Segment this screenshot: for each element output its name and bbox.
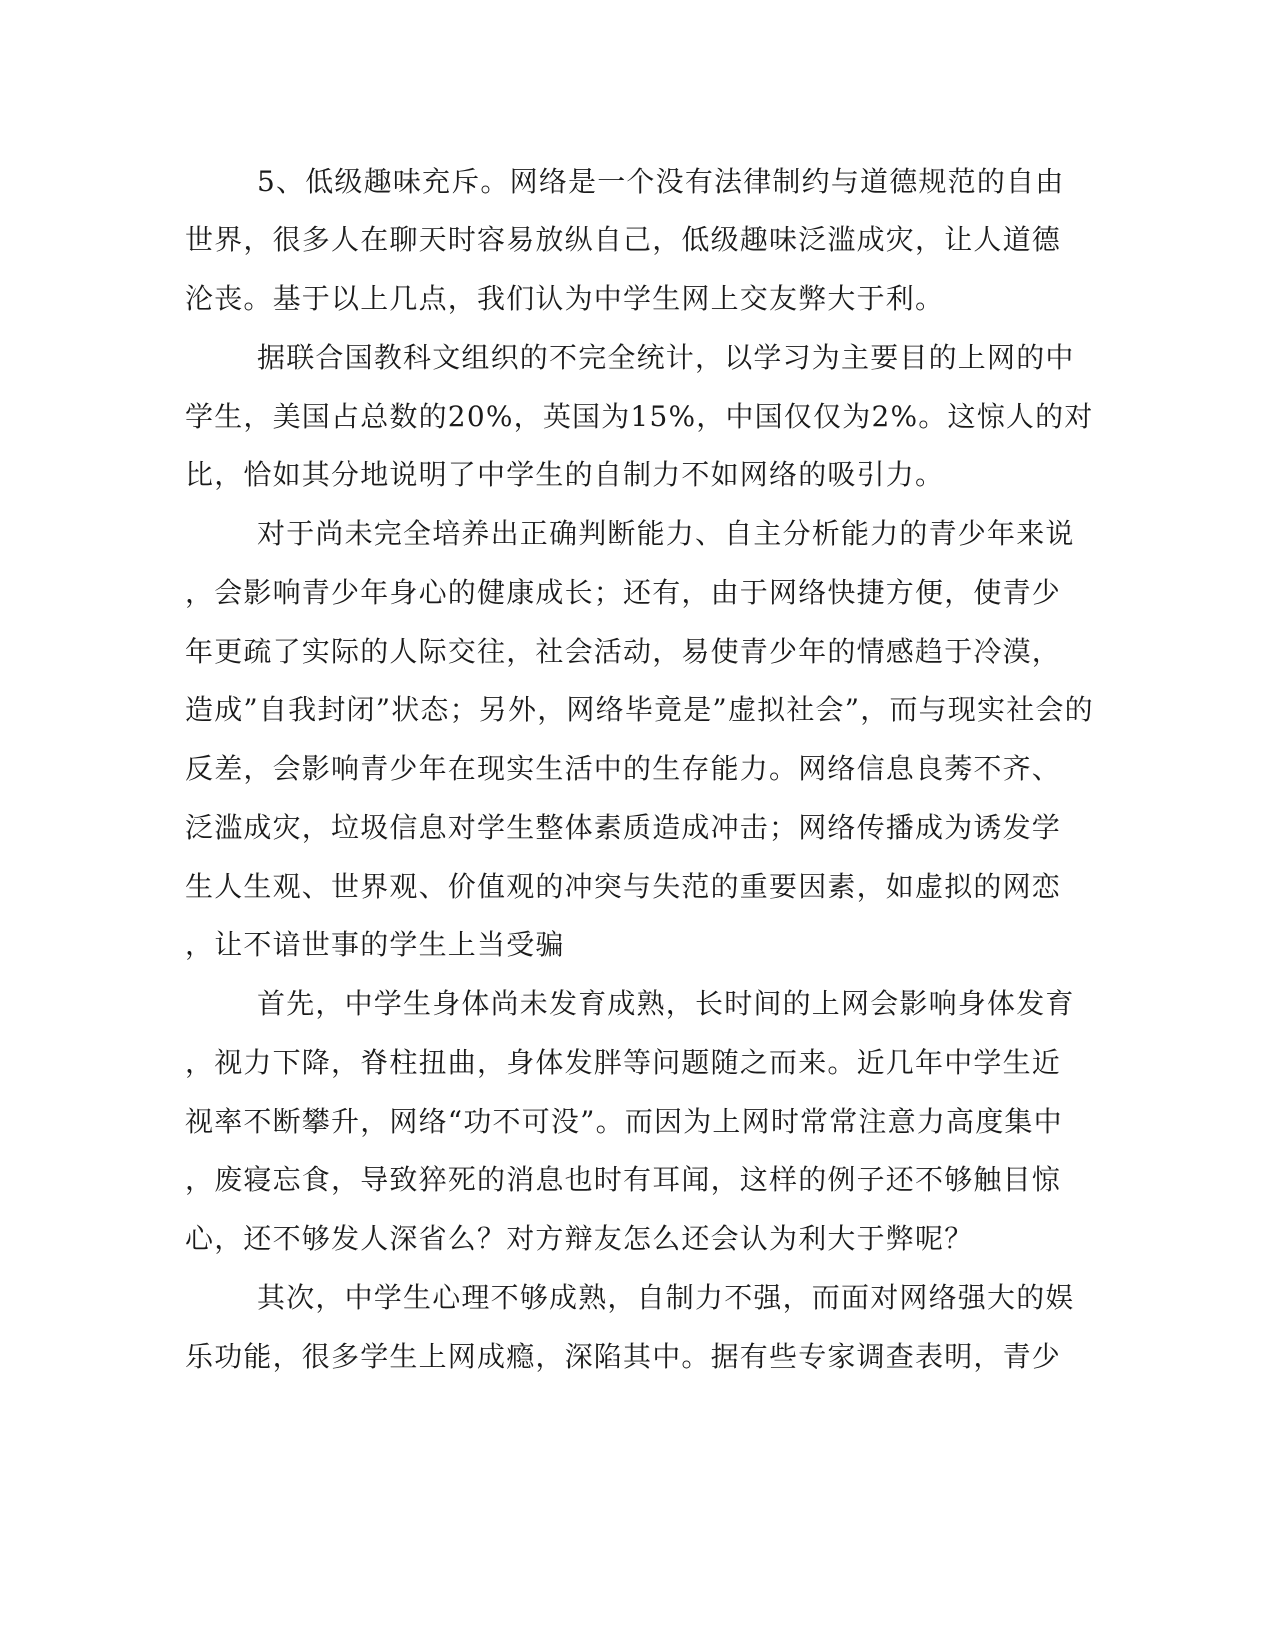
text-line-13: 生人生观、世界观、价值观的冲突与失范的重要因素，如虚拟的网恋 [185, 870, 1062, 903]
text-line-8: ，会影响青少年身心的健康成长；还有，由于网络快捷方便，使青少 [185, 576, 1062, 609]
text-line-2: 世界，很多人在聊天时容易放纵自己，低级趣味泛滥成灾，让人道德 [185, 223, 1062, 256]
text-line-14: ，让不谙世事的学生上当受骗 [185, 928, 565, 961]
text-line-6: 比，恰如其分地说明了中学生的自制力不如网络的吸引力。 [185, 458, 945, 491]
text-line-4: 据联合国教科文组织的不完全统计，以学习为主要目的上网的中 [257, 341, 1075, 374]
text-line-3: 沦丧。基于以上几点，我们认为中学生网上交友弊大于利。 [185, 282, 945, 315]
text-line-20: 其次，中学生心理不够成熟，自制力不强，而面对网络强大的娱 [257, 1281, 1075, 1314]
text-line-18: ，废寝忘食，导致猝死的消息也时有耳闻，这样的例子还不够触目惊 [185, 1163, 1062, 1196]
text-line-11: 反差，会影响青少年在现实生活中的生存能力。网络信息良莠不齐、 [185, 752, 1062, 785]
text-line-1: 5、低级趣味充斥。网络是一个没有法律制约与道德规范的自由 [257, 165, 1065, 198]
text-line-16: ，视力下降，脊柱扭曲，身体发胖等问题随之而来。近几年中学生近 [185, 1046, 1062, 1079]
text-line-5: 学生，美国占总数的20%，英国为15%，中国仅仅为2%。这惊人的对 [185, 400, 1094, 433]
text-line-9: 年更疏了实际的人际交往，社会活动，易使青少年的情感趋于冷漠， [185, 635, 1062, 668]
text-line-19: 心，还不够发人深省么？对方辩友怎么还会认为利大于弊呢？ [185, 1222, 974, 1255]
text-line-7: 对于尚未完全培养出正确判断能力、自主分析能力的青少年来说 [257, 517, 1075, 550]
text-line-15: 首先，中学生身体尚未发育成熟，长时间的上网会影响身体发育 [257, 987, 1075, 1020]
text-line-10: 造成”自我封闭”状态；另外，网络毕竟是”虚拟社会”，而与现实社会的 [185, 693, 1094, 726]
text-line-17: 视率不断攀升，网络“功不可没”。而因为上网时常常注意力高度集中 [185, 1105, 1063, 1138]
text-line-21: 乐功能，很多学生上网成瘾，深陷其中。据有些专家调查表明，青少 [185, 1340, 1062, 1373]
text-line-12: 泛滥成灾，垃圾信息对学生整体素质造成冲击；网络传播成为诱发学 [185, 811, 1062, 844]
